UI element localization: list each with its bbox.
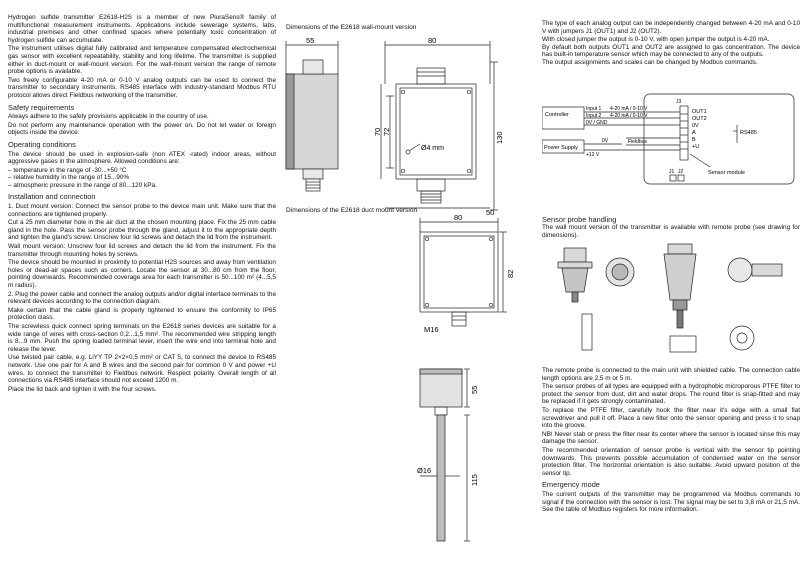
diagram-input1: Input 1 <box>586 106 602 112</box>
probe-paragraph: The sensor probes of all types are equipped with a hydrophobic microporous PTFE filter to protect the sensor from dust, dirt and water drops. The round filter is snap-fitted and may be replaced if it gets strongly contaminated. <box>542 383 800 406</box>
operating-item: – temperature in the range of -30...+50 °C <box>8 166 127 174</box>
dim-80: 80 <box>428 36 437 45</box>
diagram-controller: Controller <box>545 112 569 118</box>
install-heading: Installation and connection <box>8 192 96 202</box>
install-paragraph: 2. Plug the power cable and connect the analog outputs and/or digital interface terminals to the relevant devices according to the connection diagram. <box>8 290 276 306</box>
terminal-0v: 0V <box>692 123 699 129</box>
jumper-j1: J1 <box>669 169 675 175</box>
analog-paragraph: The output assignments and scales can be changed by Modbus commands. <box>542 58 758 66</box>
dim-16: Ø16 <box>417 466 432 475</box>
intro-paragraph: Hydrogen sulfide transmitter E2618-H2S is a member of new PluraSens® family of multifunctional measurement instruments. Applications include sewerage systems, labs, industrial premises and other confined spaces where potentially toxic concentration of hydrogen sulfide can accumulate. <box>8 14 276 44</box>
terminal-out1: OUT1 <box>692 109 707 115</box>
diagram-input2: Input 2 <box>586 113 602 119</box>
probe-paragraph: To replace the PTFE filter, carefully hook the filter near it's edge with a small flat screwdriver and pull it off. Place a new filter onto the sensor opening and press it to snap into the groove. <box>542 406 800 430</box>
diagram-range-2: 4-20 mA / 0-10 V <box>610 113 648 119</box>
dim-115: 115 <box>470 474 479 486</box>
probe-paragraph: The remote probe is connected to the main unit with shielded cable. The connection cable length options are 2,5 m or 5 m. <box>542 367 800 382</box>
diagram-sensor-module: Sensor module <box>708 170 745 176</box>
safety-paragraph: Do not perform any maintenance operation with the power on. Do not let water or foreign objects inside the device. <box>8 121 276 137</box>
wall-mount-caption: Dimensions of the E2618 wall-mount version <box>286 24 417 31</box>
diagram-range-1: 4-20 mA / 0-10 V <box>610 106 648 112</box>
probe-paragraph: NB! Never stab or press the filter near its center where the sensor is located sinse this may damage the sensor. <box>542 430 800 446</box>
probe-intro <box>542 224 800 240</box>
emergency-heading: Emergency mode <box>542 480 600 490</box>
dim-72: 72 <box>382 127 391 136</box>
probe-paragraph: The recommended orientation of sensor probe is vertical with the sensor tip pointing downwards. This prevents possible accumulation of condensed water on the sensor protection filter. The horizontal orientation is also suitable. Avoid upward position of the sensor tip. <box>542 446 800 477</box>
install-paragraph: 1. Duct mount version: Connect the sensor probe to the device main unit. Make sure that the connections are tightened properly. <box>8 203 276 218</box>
duct-mount-drawing <box>380 214 520 554</box>
diagram-fieldbus: Fieldbus <box>628 139 647 145</box>
operating-item: – atmospheric pressure in the range of 80...120 kPa. <box>8 181 157 189</box>
terminal-pu: +U <box>692 144 700 150</box>
install-paragraph: Wall mount version: Unscrew four lid screws and detach the lid from the instrument. Fix the transmitter through mounting holes by screws. <box>8 243 276 258</box>
install-paragraph: Make certain that the cable gland is properly tightened to ensure the conformity to IP65 protection class. <box>8 306 276 322</box>
connection-diagram <box>542 92 804 192</box>
dim-50: 50 <box>486 208 495 217</box>
dim-70: 70 <box>373 127 382 136</box>
safety-heading: Safety requirements <box>8 102 75 112</box>
diagram-power: Power Supply <box>544 145 578 151</box>
intro-paragraph: The instrument utilises digital fully calibrated and temperature compensated electrochemical gas sensor with excellent repeatability, stability and long lifetime. The transmitter is supplied either in duct-mount or wall-mount version. For the wall-mount version the range of remote probe options is available. <box>8 45 276 76</box>
emergency-paragraph: The current outputs of the transmitter may be programmed via Modbus commands to signal if the connection with the sensor is lost. The signal may be set to 3,8 mA or 21,5 mA. See the table of Modbus registers for more information. <box>542 490 800 514</box>
probe-intro-text: The wall mount version of the transmitter is available with remote probe (see drawing for dimensions). <box>542 224 800 239</box>
diagram-0v: 0V <box>602 138 609 144</box>
dim-55: 55 <box>306 36 315 45</box>
operating-item: – relative humidity in the range of 15...90% <box>8 174 130 182</box>
probe-drawings <box>542 240 800 362</box>
dim-55-duct: 55 <box>470 385 479 394</box>
terminal-out2: OUT2 <box>692 116 707 122</box>
dim-80-duct: 80 <box>454 214 463 222</box>
analog-paragraph: With closed jumper the output is 0-10 V, with open jumper the output is 4-20 mA. <box>542 36 770 44</box>
operating-paragraph: The device should be used in explosion-safe (non ATEX -rated) indoor areas, without aggressive gases in the atmosphere. Allowed conditions are: <box>8 150 276 166</box>
jumper-j2: J2 <box>678 169 684 175</box>
safety-paragraph: Always adhere to the safety provisions applicable in the country of use. <box>8 113 209 121</box>
diagram-12v: +12 V <box>586 152 600 158</box>
install-paragraph: Use twisted pair cable, e.g. LiYY TP 2×2×0,5 mm² or CAT 5, to connect the device to RS485 network. Use one pair for A and B wires and the second pair for common 0 V and power +U wires. to connect the transmitter to Fieldbus network. Respect polarity. Overall length of all connections via RS485 interface should not exceed 1200 m. <box>8 354 276 385</box>
column-right-bottom <box>542 367 800 515</box>
terminal-b: B <box>692 137 696 143</box>
operating-heading: Operating conditions <box>8 139 76 149</box>
install-paragraph: Cut a 25 mm diameter hole in the air duct at the chosen mounting place. Fix the 25 mm cable gland in the hole. Pass the sensor probe through the gland, adjust it to the appropriate depth and tighten the gland's screw. Unscrew four lid screws and detach the lid from the instrument. <box>8 219 276 242</box>
column-right-top <box>542 20 800 68</box>
wall-mount-drawing <box>280 32 530 217</box>
column-left <box>8 14 276 394</box>
dim-82: 82 <box>506 269 515 278</box>
terminal-a: A <box>692 130 696 136</box>
install-paragraph: The device should be mounted in proximity to potential H2S sources and away from ventilation holes or dead-air spaces such as corners. Locate the sensor at 30...80 cm from the floor, pointing downwards. Recommended coverage area for each transmitter is 50...100 m² (4...5,5 m radius). <box>8 259 276 289</box>
diagram-rs485: RS485 <box>740 130 757 136</box>
probe-heading: Sensor probe handling <box>542 215 617 224</box>
intro-paragraph: Two freely configurable 4-20 mA or 0-10 V analog outputs can be used to connect the transmitter to secondary instruments. RS485 interface with industry-standard Modbus RTU protocol allows direct Fieldbus networking of the transmitter. <box>8 76 276 99</box>
diagram-gnd: 0V / GND <box>586 120 608 126</box>
duct-mount-caption: Dimensions of the E2618 duct mount version <box>286 207 418 214</box>
dim-m16: M16 <box>424 325 439 334</box>
connector-j3: J3 <box>676 99 682 105</box>
analog-paragraph: The type of each analog output can be independently changed between 4-20 mA and 0-10 V with jumpers J1 (OUT1) and J2 (OUT2). <box>542 20 800 35</box>
analog-paragraph: By default both outputs OUT1 and OUT2 are assigned to gas concentration. The device has built-in temperature sensor which may be connected to any of the outputs. <box>542 43 800 59</box>
dim-130: 130 <box>495 131 504 144</box>
dim-hole: Ø4 mm <box>421 145 444 152</box>
install-paragraph: The screwless quick connect spring terminals on the E2618 series devices are suitable for a wide range of wires with cross-section 0,2...1,5 mm². The recommended wire stripping length is 8...9 mm. Push the spring loaded terminal lever, insert the wire end into terminal hole and release the lever. <box>8 322 276 353</box>
install-paragraph: Place the lid back and tighten it with the four screws. <box>8 385 157 393</box>
